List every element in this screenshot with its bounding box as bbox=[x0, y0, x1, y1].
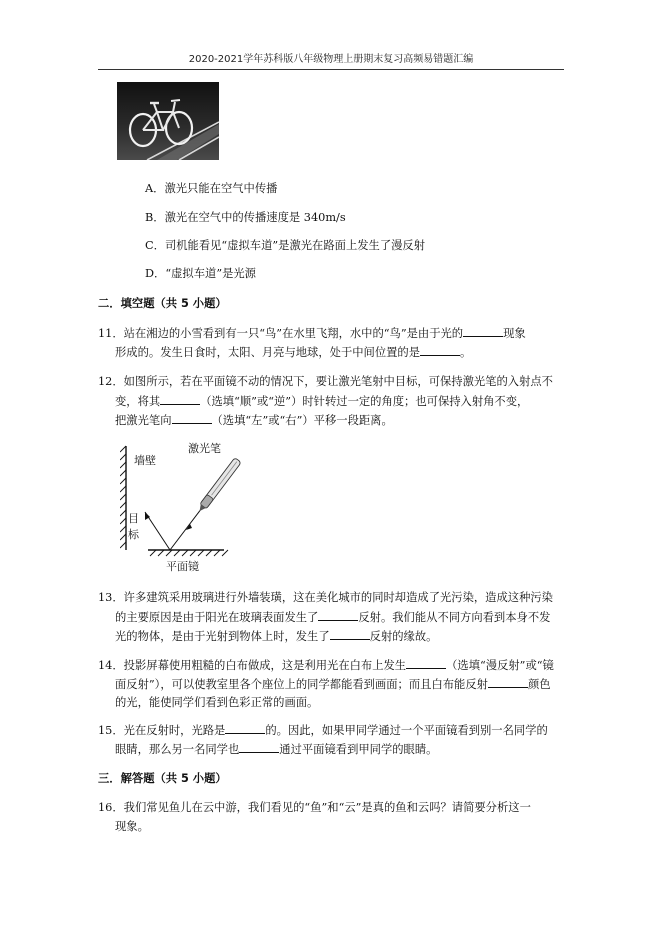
q13-text: 光的物体，是由于光射到物体上时，发生了 bbox=[115, 630, 330, 643]
q13-text: 反射。我们能从不同方向看到本身不发 bbox=[358, 611, 551, 624]
q12-text: 把激光笔向 bbox=[115, 414, 172, 427]
q12-text: （选填“左”或“右”）平移一段距离。 bbox=[211, 414, 393, 427]
q13-line2 bbox=[115, 609, 550, 626]
section-fill-in: 二．填空题（共 5 小题） bbox=[98, 297, 227, 310]
q11-text: 形成的。发生日食时，太阳、月亮与地球，处于中间位置的是 bbox=[115, 346, 421, 359]
answer-blank bbox=[160, 393, 200, 405]
q11-line1 bbox=[98, 325, 526, 342]
answer-blank bbox=[239, 741, 279, 753]
q11-line2 bbox=[115, 344, 471, 361]
answer-blank bbox=[225, 722, 265, 734]
bicycle-laser-photo bbox=[117, 82, 219, 160]
q14-text: 颜色 bbox=[527, 678, 551, 691]
q15-text: 的。因此，如果甲同学通过一个平面镜看到别一名同学的 bbox=[265, 724, 548, 737]
answer-blank bbox=[406, 657, 446, 669]
page-header: 2020-2021学年苏科版八年级物理上册期末复习高频易错题汇编 bbox=[98, 50, 564, 70]
q13-line3 bbox=[115, 628, 437, 645]
reflection-diagram bbox=[120, 438, 270, 578]
q14-text: 面反射”），可以使教室里各个座位上的同学都能看到画面；而且白布能反射 bbox=[115, 678, 488, 691]
laser-pen bbox=[196, 458, 241, 514]
q12-line2 bbox=[115, 393, 528, 410]
q15-text: 15．光在反射时，光路是 bbox=[98, 724, 226, 737]
q14-text: 14．投影屏幕使用粗糙的白布做成，这是利用光在白布上发生 bbox=[98, 659, 407, 672]
q12-line3 bbox=[115, 412, 393, 429]
q12-line1: 12．如图所示，若在平面镜不动的情况下，要让激光笔射中目标，可保持激光笔的入射点不 bbox=[98, 375, 553, 388]
option-b: B．激光在空气中的传播速度是 340m/s bbox=[145, 211, 346, 224]
q11-text: 现象 bbox=[503, 327, 526, 340]
wall-label: 墙壁 bbox=[134, 454, 156, 467]
section-answer: 三．解答题（共 5 小题） bbox=[98, 772, 227, 785]
answer-blank bbox=[330, 628, 370, 640]
answer-blank bbox=[318, 609, 358, 621]
q13-text: 反射的缘故。 bbox=[369, 630, 438, 643]
mirror-hatching bbox=[150, 550, 228, 556]
option-d: D．“虚拟车道”是光源 bbox=[145, 267, 256, 280]
answer-blank bbox=[420, 344, 460, 356]
option-c: C．司机能看见“虚拟车道”是激光在路面上发生了漫反射 bbox=[145, 239, 426, 252]
q13-text: 的主要原因是由于阳光在玻璃表面发生了 bbox=[115, 611, 319, 624]
q15-line2 bbox=[115, 741, 437, 758]
mirror-label: 平面镜 bbox=[166, 560, 199, 573]
answer-blank bbox=[488, 676, 528, 688]
wall-hatching bbox=[120, 446, 126, 548]
q15-line1 bbox=[98, 722, 548, 739]
q14-line1 bbox=[98, 657, 554, 674]
q12-text: 变，将其 bbox=[115, 395, 161, 408]
q14-line2 bbox=[115, 676, 551, 693]
laser-pen-label: 激光笔 bbox=[188, 442, 221, 455]
q16-line2: 现象。 bbox=[115, 820, 149, 833]
q13-line1: 13．许多建筑采用玻璃进行外墙装璜，这在美化城市的同时却造成了光污染，造成这种污染 bbox=[98, 591, 553, 604]
q16-line1: 16．我们常见鱼儿在云中游，我们看见的“鱼”和“云”是真的鱼和云吗？请简要分析这一 bbox=[98, 801, 531, 814]
q14-line3: 的光，能使同学们看到色彩正常的画面。 bbox=[115, 696, 319, 709]
target-label-1: 目 bbox=[128, 512, 139, 525]
q12-text: （选填“顺”或“逆”）时针转过一定的角度；也可保持入射角不变， bbox=[200, 395, 529, 408]
q11-text: 。 bbox=[460, 346, 472, 359]
target-label-2: 标 bbox=[128, 528, 139, 541]
q11-text: 11．站在湘边的小雪看到有一只“鸟”在水里飞翔，水中的“鸟”是由于光的 bbox=[98, 327, 464, 340]
option-a: A．激光只能在空气中传播 bbox=[145, 182, 278, 195]
q15-text: 通过平面镜看到甲同学的眼睛。 bbox=[279, 743, 438, 756]
answer-blank bbox=[463, 325, 503, 337]
answer-blank bbox=[172, 412, 212, 424]
q15-text: 眼睛，那么另一名同学也 bbox=[115, 743, 240, 756]
q14-text: （选填“漫反射”或“镜 bbox=[446, 659, 554, 672]
